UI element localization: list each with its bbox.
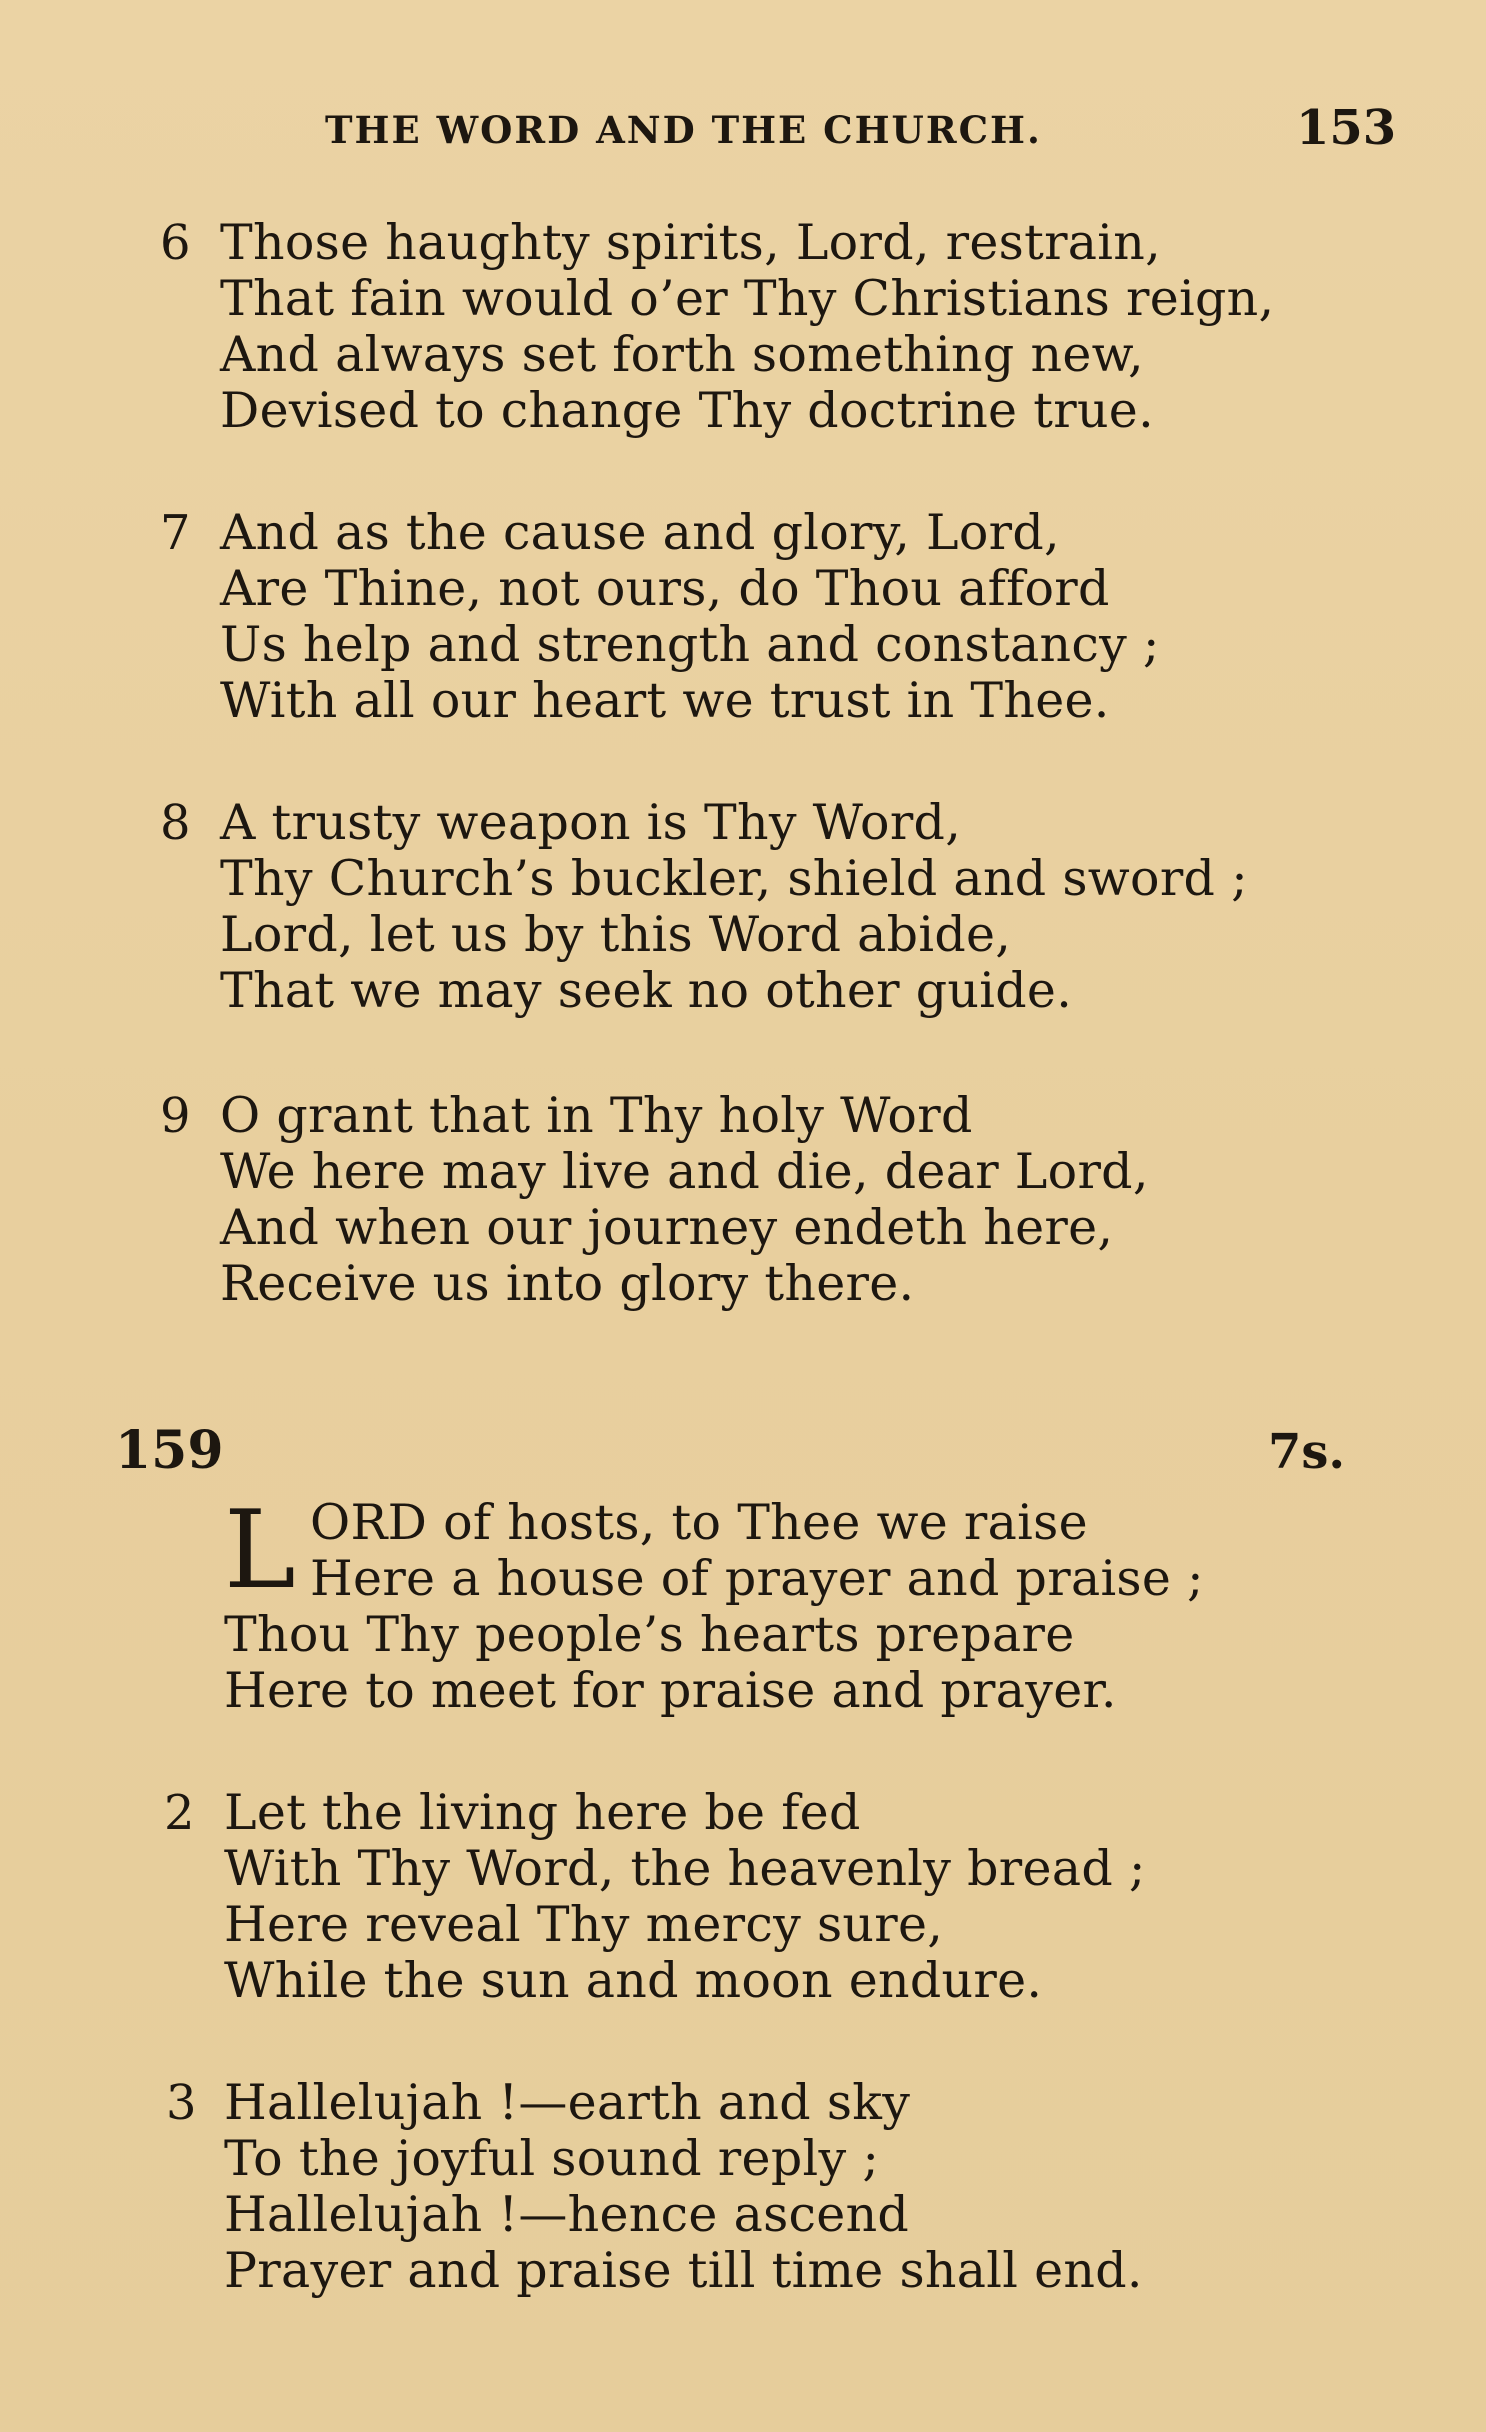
stanza-line: Are Thine, not ours, do Thou afford [220, 560, 1110, 617]
stanza-line: That fain would o’er Thy Christians reign, [220, 270, 1275, 327]
stanza-number: 3 [166, 2075, 197, 2131]
stanza-number: 6 [160, 215, 191, 271]
stanza-line: With all our heart we trust in Thee. [220, 672, 1110, 729]
stanza-line: While the sun and moon endure. [224, 1952, 1043, 2009]
page-number: 153 [1296, 100, 1397, 156]
stanza-line: Thy Church’s buckler, shield and sword ; [220, 850, 1248, 907]
running-title: THE WORD AND THE CHURCH. [325, 108, 1042, 152]
stanza-line: That we may seek no other guide. [220, 962, 1073, 1019]
stanza-number: 7 [160, 505, 191, 561]
stanza-line: Hallelujah !—earth and sky [224, 2074, 911, 2131]
stanza-line: O grant that in Thy holy Word [220, 1087, 973, 1144]
stanza-line: Those haughty spirits, Lord, restrain, [220, 214, 1162, 271]
stanza-line: Here reveal Thy mercy sure, [224, 1896, 944, 1953]
stanza-line: Devised to change Thy doctrine true. [220, 382, 1154, 439]
hymn-stanza-2 [160, 1785, 1400, 2009]
stanza-number: 8 [160, 795, 191, 851]
stanza-line: Here a house of prayer and praise ; [310, 1550, 1204, 1607]
stanza-line: Hallelujah !—hence ascend [224, 2186, 910, 2243]
stanza-line: And always set forth something new, [220, 326, 1144, 383]
stanza-line: And as the cause and glory, Lord, [220, 504, 1060, 561]
stanza-line: Lord, let us by this Word abide, [220, 906, 1012, 963]
stanza-line: Here to meet for praise and prayer. [224, 1662, 1117, 1719]
stanza-7 [160, 505, 1400, 729]
hymn-first-stanza [160, 1488, 1400, 1719]
stanza-line: And when our journey endeth here, [220, 1199, 1114, 1256]
hymn-meter: 7s. [1268, 1424, 1346, 1480]
drop-cap: L [224, 1488, 296, 1613]
stanza-line: Let the living here be fed [224, 1784, 861, 1841]
stanza-line: To the joyful sound reply ; [224, 2130, 880, 2187]
hymn-stanza-3 [160, 2075, 1400, 2299]
stanza-line: Prayer and praise till time shall end. [224, 2242, 1143, 2299]
stanza-line: A trusty weapon is Thy Word, [220, 794, 962, 851]
stanza-line: Receive us into glory there. [220, 1255, 915, 1312]
hymn-number: 159 [115, 1420, 224, 1481]
stanza-line: Thou Thy people’s hearts prepare [224, 1606, 1075, 1663]
stanza-line: ORD of hosts, to Thee we raise [310, 1494, 1088, 1551]
stanza-line: Us help and strength and constancy ; [220, 616, 1160, 673]
stanza-line: We here may live and die, dear Lord, [220, 1143, 1149, 1200]
stanza-8 [160, 795, 1400, 1019]
stanza-number: 2 [164, 1785, 195, 1841]
stanza-6 [160, 215, 1400, 439]
stanza-line: With Thy Word, the heavenly bread ; [224, 1840, 1146, 1897]
stanza-9 [160, 1088, 1400, 1312]
stanza-number: 9 [160, 1088, 191, 1144]
